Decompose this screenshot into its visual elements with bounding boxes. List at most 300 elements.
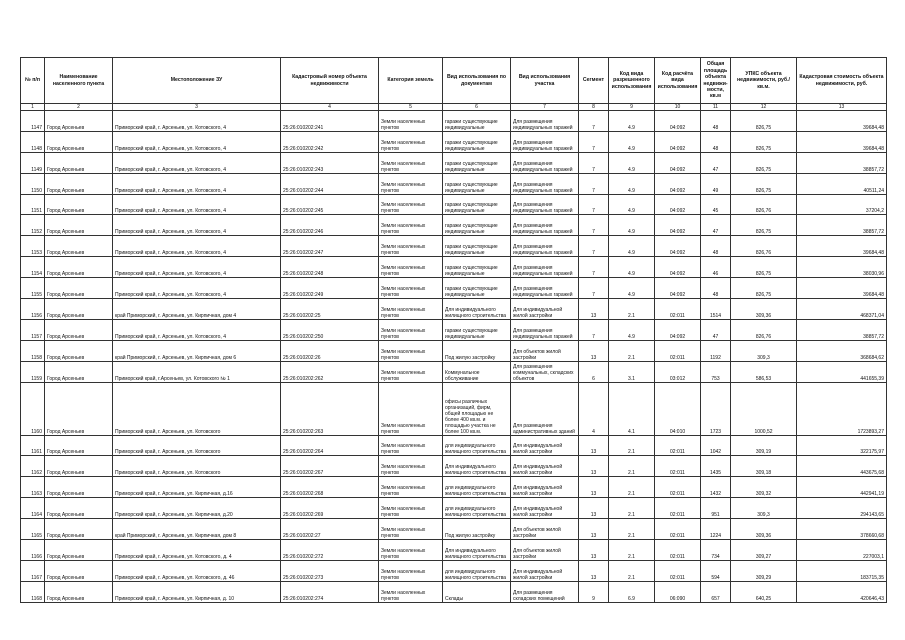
table-row <box>21 194 887 215</box>
area: 48 <box>701 111 731 132</box>
parcel-use: Для индивидуальной жилой застройки <box>511 477 579 498</box>
area: 1514 <box>701 299 731 320</box>
area: 49 <box>701 173 731 194</box>
cadastral-cost: 368684,62 <box>797 340 887 361</box>
header-cell: Общая площадь объекта недвижи-мости, кв.м <box>701 58 731 104</box>
permitted-use-code: 2.1 <box>609 299 655 320</box>
parcel-use: Для объектов жилой застройки <box>511 340 579 361</box>
settlement-name: Город Арсеньев <box>45 111 113 132</box>
documented-use: Под жилую застройку <box>443 519 511 540</box>
spreadsheet-page <box>20 57 886 603</box>
permitted-use-code: 2.1 <box>609 519 655 540</box>
permitted-use-code: 4.9 <box>609 111 655 132</box>
upks-value: 309,36 <box>731 519 797 540</box>
parcel-location: Приморский край, г. Арсеньев, ул. Котовского, 4 <box>113 111 281 132</box>
cadastral-cost: 38857,72 <box>797 319 887 340</box>
parcel-location: Приморский край, г. Арсеньев, ул. Котовского, 4 <box>113 278 281 299</box>
column-number: 3 <box>113 104 281 111</box>
header-cell: Код вида разрешенного использования <box>609 58 655 104</box>
cadastral-cost: 39684,48 <box>797 236 887 257</box>
permitted-use-code: 4.9 <box>609 173 655 194</box>
settlement-name: Город Арсеньев <box>45 361 113 382</box>
permitted-use-code: 2.1 <box>609 435 655 456</box>
calc-use-code: 02:011 <box>655 299 701 320</box>
permitted-use-code: 4.1 <box>609 382 655 435</box>
area: 46 <box>701 257 731 278</box>
land-category: Земли населенных пунктов <box>379 361 443 382</box>
row-number: 1147 <box>21 111 45 132</box>
table-row <box>21 319 887 340</box>
upks-value: 826,75 <box>731 257 797 278</box>
segment: 7 <box>579 152 609 173</box>
row-number: 1157 <box>21 319 45 340</box>
cadastral-number: 25:26:010202:269 <box>281 498 379 519</box>
row-number: 1160 <box>21 382 45 435</box>
land-category: Земли населенных пунктов <box>379 131 443 152</box>
table-row <box>21 435 887 456</box>
header-row <box>21 58 887 104</box>
settlement-name: Город Арсеньев <box>45 581 113 602</box>
row-number: 1150 <box>21 173 45 194</box>
header-cell: Кадастровая стоимость объекта недвижимости, руб. <box>797 58 887 104</box>
calc-use-code: 04:092 <box>655 215 701 236</box>
area: 734 <box>701 540 731 561</box>
upks-value: 586,53 <box>731 361 797 382</box>
table-row <box>21 131 887 152</box>
upks-value: 309,29 <box>731 560 797 581</box>
land-category: Земли населенных пунктов <box>379 456 443 477</box>
cadastral-number: 25:26:010202:243 <box>281 152 379 173</box>
upks-value: 826,76 <box>731 194 797 215</box>
parcel-use: Для размещения складских помещений <box>511 581 579 602</box>
land-category: Земли населенных пунктов <box>379 519 443 540</box>
parcel-location: Приморский край, г. Арсеньев, ул. Котовского, 4 <box>113 194 281 215</box>
row-number: 1156 <box>21 299 45 320</box>
column-number: 7 <box>511 104 579 111</box>
column-number-row <box>21 104 887 111</box>
area: 753 <box>701 361 731 382</box>
column-number: 11 <box>701 104 731 111</box>
area: 1192 <box>701 340 731 361</box>
settlement-name: Город Арсеньев <box>45 560 113 581</box>
parcel-location: край Приморский, г. Арсеньев, ул. Кирпичная, дом 8 <box>113 519 281 540</box>
land-category: Земли населенных пунктов <box>379 319 443 340</box>
permitted-use-code: 2.1 <box>609 456 655 477</box>
upks-value: 309,36 <box>731 299 797 320</box>
documented-use: гаражи существующие индивидуальные <box>443 319 511 340</box>
land-category: Земли населенных пунктов <box>379 257 443 278</box>
cadastral-cost: 294143,65 <box>797 498 887 519</box>
cadastral-number: 25:26:010202:249 <box>281 278 379 299</box>
settlement-name: Город Арсеньев <box>45 194 113 215</box>
cadastral-number: 25:26:010202:248 <box>281 257 379 278</box>
table-row <box>21 215 887 236</box>
upks-value: 826,75 <box>731 278 797 299</box>
column-number: 1 <box>21 104 45 111</box>
parcel-location: Приморский край, г. Арсеньев, ул. Кирпичная, д.20 <box>113 498 281 519</box>
table-row <box>21 477 887 498</box>
header-cell: Местоположение ЗУ <box>113 58 281 104</box>
upks-value: 309,18 <box>731 456 797 477</box>
cadastral-cost: 443675,68 <box>797 456 887 477</box>
segment: 7 <box>579 236 609 257</box>
area: 48 <box>701 278 731 299</box>
cadastral-number: 25:26:010202:245 <box>281 194 379 215</box>
cadastral-number: 25:26:010202:264 <box>281 435 379 456</box>
calc-use-code: 02:011 <box>655 498 701 519</box>
parcel-use: Для индивидуальной жилой застройки <box>511 435 579 456</box>
upks-value: 826,75 <box>731 215 797 236</box>
cadastral-cost: 37204,2 <box>797 194 887 215</box>
calc-use-code: 04:092 <box>655 278 701 299</box>
header-cell: № п/п <box>21 58 45 104</box>
column-number: 13 <box>797 104 887 111</box>
row-number: 1162 <box>21 456 45 477</box>
settlement-name: Город Арсеньев <box>45 519 113 540</box>
table-row <box>21 382 887 435</box>
row-number: 1155 <box>21 278 45 299</box>
calc-use-code: 04:092 <box>655 236 701 257</box>
documented-use: гаражи существующие индивидуальные <box>443 278 511 299</box>
segment: 7 <box>579 319 609 340</box>
settlement-name: Город Арсеньев <box>45 278 113 299</box>
row-number: 1154 <box>21 257 45 278</box>
parcel-location: Приморский край, г. Арсеньев, ул. Котовского, 4 <box>113 319 281 340</box>
calc-use-code: 02:011 <box>655 519 701 540</box>
settlement-name: Город Арсеньев <box>45 435 113 456</box>
parcel-location: Приморский край, г. Арсеньев, ул. Котовского, 4 <box>113 257 281 278</box>
cadastral-cost: 227003,1 <box>797 540 887 561</box>
land-category: Земли населенных пунктов <box>379 236 443 257</box>
segment: 6 <box>579 361 609 382</box>
permitted-use-code: 4.9 <box>609 131 655 152</box>
calc-use-code: 04:092 <box>655 152 701 173</box>
calc-use-code: 04:092 <box>655 173 701 194</box>
parcel-use: Для индивидуальной жилой застройки <box>511 560 579 581</box>
parcel-use: Для размещения индивидуальных гаражей <box>511 236 579 257</box>
header-cell: Вид использования по документам <box>443 58 511 104</box>
cadastral-number: 25:26:010202:250 <box>281 319 379 340</box>
land-category: Земли населенных пунктов <box>379 215 443 236</box>
segment: 7 <box>579 111 609 132</box>
segment: 13 <box>579 560 609 581</box>
calc-use-code: 04:092 <box>655 111 701 132</box>
parcel-location: Приморский край, г. Арсеньев, ул. Котовского <box>113 456 281 477</box>
row-number: 1166 <box>21 540 45 561</box>
segment: 13 <box>579 299 609 320</box>
segment: 7 <box>579 131 609 152</box>
table-body <box>21 111 887 603</box>
parcel-use: Для размещения административных зданий <box>511 382 579 435</box>
land-category: Земли населенных пунктов <box>379 173 443 194</box>
calc-use-code: 02:011 <box>655 560 701 581</box>
cadastral-number: 25:26:010202:247 <box>281 236 379 257</box>
cadastral-number: 25:26:010202:267 <box>281 456 379 477</box>
documented-use: Для индивидуального жилищного строительства <box>443 456 511 477</box>
upks-value: 309,3 <box>731 498 797 519</box>
parcel-use: Для объектов жилой застройки <box>511 540 579 561</box>
table-row <box>21 173 887 194</box>
settlement-name: Город Арсеньев <box>45 498 113 519</box>
permitted-use-code: 2.1 <box>609 560 655 581</box>
parcel-use: Для индивидуальной жилой застройки <box>511 498 579 519</box>
land-category: Земли населенных пунктов <box>379 382 443 435</box>
area: 1435 <box>701 456 731 477</box>
row-number: 1151 <box>21 194 45 215</box>
parcel-location: край Приморский, г. Арсеньев, ул. Кирпичная, дом 6 <box>113 340 281 361</box>
cadastral-number: 25:26:010202:27 <box>281 519 379 540</box>
header-cell: УПКС объекта недвижимости, руб./кв.м. <box>731 58 797 104</box>
cadastral-number: 25:26:010202:262 <box>281 361 379 382</box>
documented-use: гаражи существующие индивидуальные <box>443 131 511 152</box>
area: 47 <box>701 319 731 340</box>
permitted-use-code: 2.1 <box>609 498 655 519</box>
row-number: 1164 <box>21 498 45 519</box>
parcel-use: Для индивидуальной жилой застройки <box>511 456 579 477</box>
calc-use-code: 02:011 <box>655 540 701 561</box>
cadastral-cost: 378660,68 <box>797 519 887 540</box>
documented-use: Для индивидуального жилищного строительства <box>443 299 511 320</box>
cadastral-number: 25:26:010202:268 <box>281 477 379 498</box>
segment: 7 <box>579 194 609 215</box>
settlement-name: Город Арсеньев <box>45 299 113 320</box>
land-category: Земли населенных пунктов <box>379 540 443 561</box>
table-row <box>21 560 887 581</box>
cadastral-number: 25:26:010202:273 <box>281 560 379 581</box>
column-number: 8 <box>579 104 609 111</box>
upks-value: 826,75 <box>731 131 797 152</box>
documented-use: Коммунальное обслуживание <box>443 361 511 382</box>
calc-use-code: 04:092 <box>655 257 701 278</box>
cadastral-cost: 442941,19 <box>797 477 887 498</box>
documented-use: для индивидуального жилищного строительства <box>443 560 511 581</box>
cadastral-number: 25:26:010202:26 <box>281 340 379 361</box>
area: 47 <box>701 215 731 236</box>
table-row <box>21 236 887 257</box>
cadastral-cost: 420646,43 <box>797 581 887 602</box>
parcel-location: Приморский край, г. Арсеньев, ул. Кирпичная, д.16 <box>113 477 281 498</box>
segment: 13 <box>579 456 609 477</box>
parcel-location: Приморский край, г. Арсеньев, ул. Котовского <box>113 382 281 435</box>
table-row <box>21 278 887 299</box>
parcel-location: Приморский край, г. Арсеньев, ул. Котовского <box>113 435 281 456</box>
segment: 7 <box>579 215 609 236</box>
documented-use: гаражи существующие индивидуальные <box>443 111 511 132</box>
row-number: 1158 <box>21 340 45 361</box>
permitted-use-code: 4.9 <box>609 194 655 215</box>
segment: 7 <box>579 173 609 194</box>
row-number: 1159 <box>21 361 45 382</box>
permitted-use-code: 4.9 <box>609 278 655 299</box>
parcel-location: Приморский край, г. Арсеньев, ул. Котовского, 4 <box>113 215 281 236</box>
parcel-location: Приморский край, г. Арсеньев, ул. Котовского, д. 4 <box>113 540 281 561</box>
settlement-name: Город Арсеньев <box>45 340 113 361</box>
upks-value: 826,75 <box>731 111 797 132</box>
documented-use: для индивидуального жилищного строительства <box>443 498 511 519</box>
cadastral-number: 25:26:010202:272 <box>281 540 379 561</box>
segment: 7 <box>579 257 609 278</box>
table-row <box>21 498 887 519</box>
land-category: Земли населенных пунктов <box>379 111 443 132</box>
row-number: 1152 <box>21 215 45 236</box>
row-number: 1148 <box>21 131 45 152</box>
area: 47 <box>701 152 731 173</box>
table-row <box>21 456 887 477</box>
calc-use-code: 02:011 <box>655 477 701 498</box>
settlement-name: Город Арсеньев <box>45 152 113 173</box>
documented-use: для индивидуального жилищного строительства <box>443 435 511 456</box>
settlement-name: Город Арсеньев <box>45 477 113 498</box>
cadastral-cost: 1723893,27 <box>797 382 887 435</box>
cadastral-cost: 39684,48 <box>797 111 887 132</box>
upks-value: 826,75 <box>731 152 797 173</box>
table-row <box>21 581 887 602</box>
land-category: Земли населенных пунктов <box>379 498 443 519</box>
parcel-location: край Приморский, г. Арсеньев, ул. Кирпичная, дом 4 <box>113 299 281 320</box>
column-number: 2 <box>45 104 113 111</box>
cadastral-number: 25:26:010202:263 <box>281 382 379 435</box>
permitted-use-code: 4.9 <box>609 152 655 173</box>
parcel-location: Приморский край, г. Арсеньев, ул. Котовского, 4 <box>113 152 281 173</box>
documented-use: Для индивидуального жилищного строительства <box>443 540 511 561</box>
table-row <box>21 111 887 132</box>
column-number: 6 <box>443 104 511 111</box>
area: 1042 <box>701 435 731 456</box>
table-row <box>21 257 887 278</box>
segment: 9 <box>579 581 609 602</box>
land-category: Земли населенных пунктов <box>379 278 443 299</box>
land-category: Земли населенных пунктов <box>379 299 443 320</box>
land-category: Земли населенных пунктов <box>379 435 443 456</box>
parcel-location: Приморский край, г. Арсеньев, ул. Котовского, 4 <box>113 236 281 257</box>
table-row <box>21 540 887 561</box>
column-number: 4 <box>281 104 379 111</box>
row-number: 1167 <box>21 560 45 581</box>
cadastral-cost: 322175,97 <box>797 435 887 456</box>
settlement-name: Город Арсеньев <box>45 173 113 194</box>
cadastral-number: 25:26:010202:274 <box>281 581 379 602</box>
cadastral-cost: 38030,96 <box>797 257 887 278</box>
cadastral-cost: 40511,24 <box>797 173 887 194</box>
parcel-use: Для размещения коммунальных, складских объектов <box>511 361 579 382</box>
upks-value: 309,3 <box>731 340 797 361</box>
land-category: Земли населенных пунктов <box>379 581 443 602</box>
area: 951 <box>701 498 731 519</box>
cadastral-number: 25:26:010202:246 <box>281 215 379 236</box>
segment: 13 <box>579 477 609 498</box>
cadastral-cost: 38857,72 <box>797 215 887 236</box>
documented-use: гаражи существующие индивидуальные <box>443 215 511 236</box>
upks-value: 640,25 <box>731 581 797 602</box>
upks-value: 826,76 <box>731 319 797 340</box>
permitted-use-code: 6.9 <box>609 581 655 602</box>
cadastral-cost: 39684,48 <box>797 278 887 299</box>
area: 48 <box>701 131 731 152</box>
area: 594 <box>701 560 731 581</box>
calc-use-code: 04:010 <box>655 382 701 435</box>
segment: 13 <box>579 340 609 361</box>
settlement-name: Город Арсеньев <box>45 236 113 257</box>
cadastral-number: 25:26:010202:244 <box>281 173 379 194</box>
permitted-use-code: 2.1 <box>609 340 655 361</box>
permitted-use-code: 3.1 <box>609 361 655 382</box>
calc-use-code: 02:011 <box>655 340 701 361</box>
permitted-use-code: 4.9 <box>609 257 655 278</box>
calc-use-code: 04:092 <box>655 319 701 340</box>
settlement-name: Город Арсеньев <box>45 382 113 435</box>
segment: 13 <box>579 435 609 456</box>
row-number: 1165 <box>21 519 45 540</box>
settlement-name: Город Арсеньев <box>45 131 113 152</box>
table-row <box>21 299 887 320</box>
segment: 13 <box>579 519 609 540</box>
settlement-name: Город Арсеньев <box>45 319 113 340</box>
land-category: Земли населенных пунктов <box>379 152 443 173</box>
permitted-use-code: 4.9 <box>609 215 655 236</box>
upks-value: 826,76 <box>731 236 797 257</box>
documented-use: гаражи существующие индивидуальные <box>443 173 511 194</box>
cadastral-cost: 183715,35 <box>797 560 887 581</box>
settlement-name: Город Арсеньев <box>45 257 113 278</box>
area: 1432 <box>701 477 731 498</box>
header-cell: Наименование населенного пункта <box>45 58 113 104</box>
area: 45 <box>701 194 731 215</box>
column-number: 5 <box>379 104 443 111</box>
column-number: 12 <box>731 104 797 111</box>
calc-use-code: 04:092 <box>655 194 701 215</box>
parcel-location: Приморский край, г. Арсеньев, ул. Котовского, 4 <box>113 131 281 152</box>
settlement-name: Город Арсеньев <box>45 540 113 561</box>
documented-use: офисы различных организаций, фирм, общей площадью не более 400 кв.м. и площадью участка не более 100 кв.м. <box>443 382 511 435</box>
row-number: 1163 <box>21 477 45 498</box>
parcel-location: Приморский край, г. Арсеньев, ул. Котовского, 4 <box>113 173 281 194</box>
area: 1224 <box>701 519 731 540</box>
permitted-use-code: 2.1 <box>609 477 655 498</box>
cadastral-cost: 38857,72 <box>797 152 887 173</box>
parcel-use: Для размещения индивидуальных гаражей <box>511 278 579 299</box>
documented-use: гаражи существующие индивидуальные <box>443 236 511 257</box>
cadastral-value-table <box>20 57 887 603</box>
segment: 4 <box>579 382 609 435</box>
parcel-use: Для размещения индивидуальных гаражей <box>511 173 579 194</box>
parcel-location: Приморский край, г. Арсеньев, ул. Котовского, д. 46 <box>113 560 281 581</box>
documented-use: гаражи существующие индивидуальные <box>443 194 511 215</box>
documented-use: Под жилую застройку <box>443 340 511 361</box>
row-number: 1153 <box>21 236 45 257</box>
calc-use-code: 03:012 <box>655 361 701 382</box>
header-cell: Сегмент <box>579 58 609 104</box>
cadastral-cost: 441655,39 <box>797 361 887 382</box>
calc-use-code: 04:092 <box>655 131 701 152</box>
settlement-name: Город Арсеньев <box>45 215 113 236</box>
documented-use: Склады <box>443 581 511 602</box>
calc-use-code: 02:011 <box>655 456 701 477</box>
cadastral-number: 25:26:010202:242 <box>281 131 379 152</box>
upks-value: 826,75 <box>731 173 797 194</box>
calc-use-code: 02:011 <box>655 435 701 456</box>
settlement-name: Город Арсеньев <box>45 456 113 477</box>
upks-value: 1000,52 <box>731 382 797 435</box>
parcel-use: Для размещения индивидуальных гаражей <box>511 131 579 152</box>
header-cell: Кадастровый номер объекта недвижимости <box>281 58 379 104</box>
parcel-use: Для размещения индивидуальных гаражей <box>511 111 579 132</box>
column-number: 10 <box>655 104 701 111</box>
table-row <box>21 519 887 540</box>
upks-value: 309,32 <box>731 477 797 498</box>
calc-use-code: 06:090 <box>655 581 701 602</box>
land-category: Земли населенных пунктов <box>379 477 443 498</box>
area: 1723 <box>701 382 731 435</box>
